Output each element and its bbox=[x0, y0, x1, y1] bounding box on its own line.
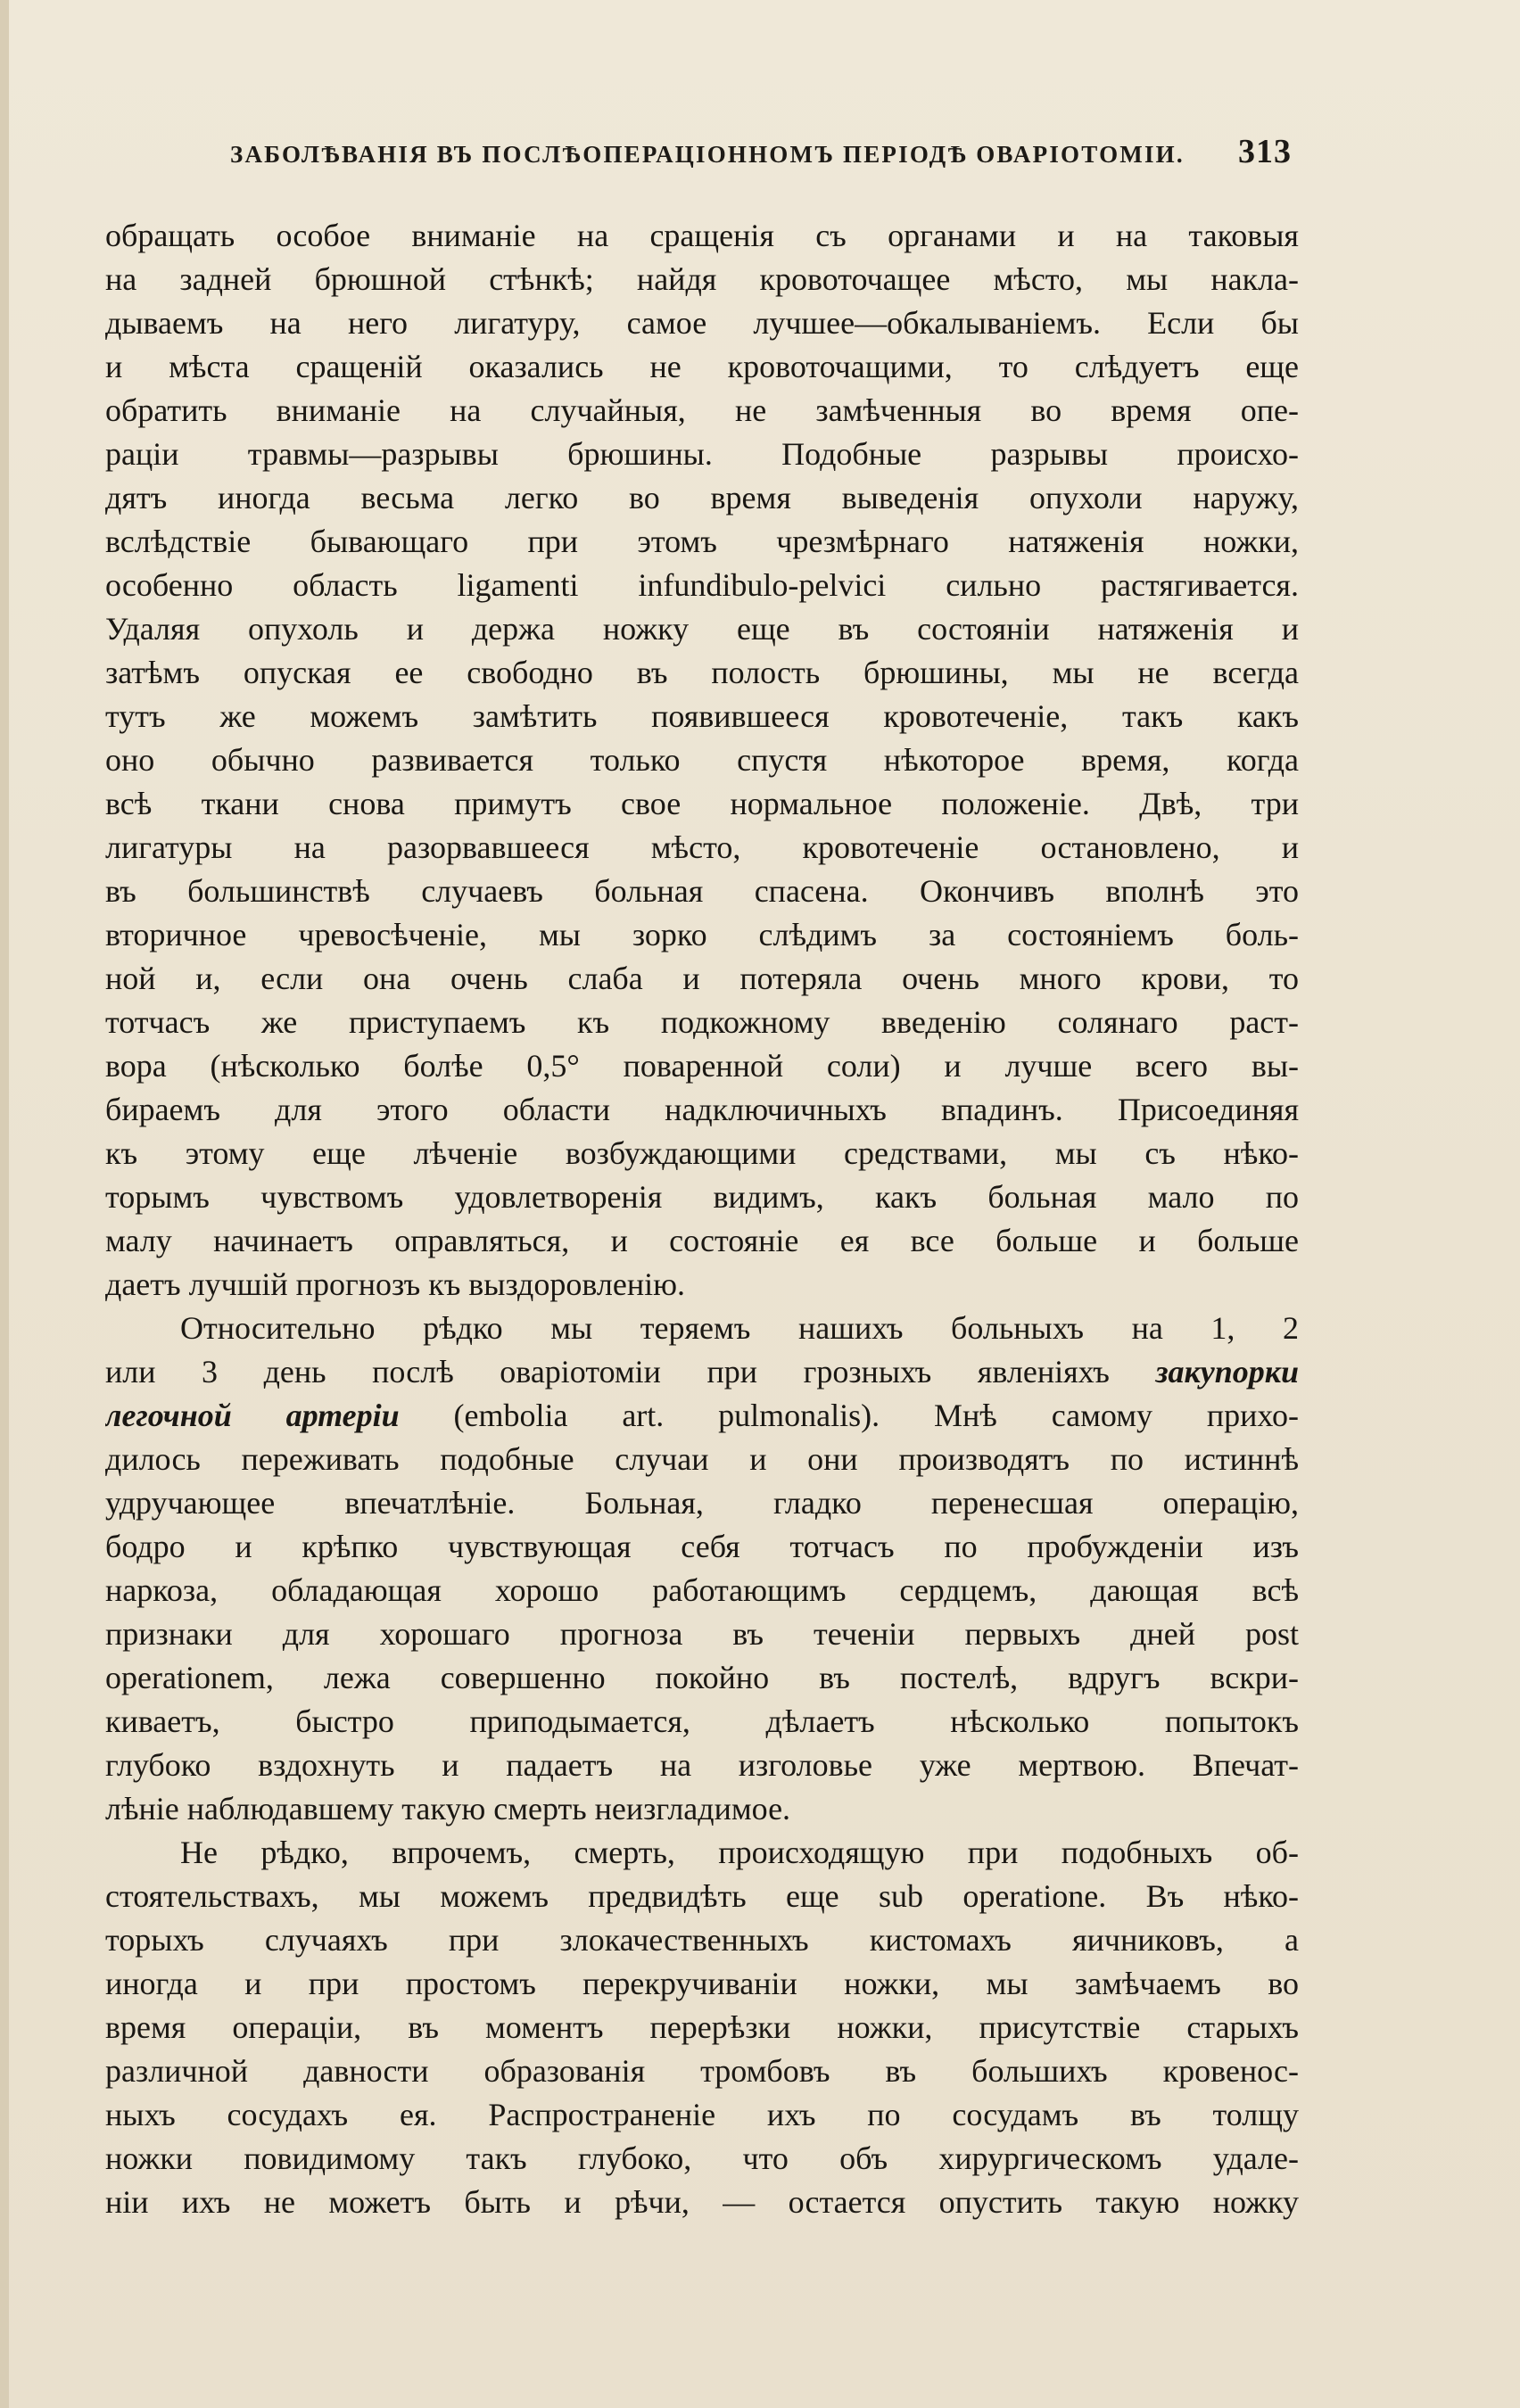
text-line: различной давности образованія тромбовъ въ большихъ кровенос- bbox=[105, 2053, 1299, 2089]
text-line: на задней брюшной стѣнкѣ; найдя кровоточащее мѣсто, мы накла- bbox=[105, 261, 1299, 297]
text-line: иногда и при простомъ перекручиваніи ножки, мы замѣчаемъ во bbox=[105, 1966, 1299, 2001]
italic-term: закупорки bbox=[1155, 1354, 1299, 1390]
text-line: торымъ чувствомъ удовлетворенія видимъ, какъ больная мало по bbox=[105, 1179, 1299, 1215]
text-line: торыхъ случаяхъ при злокачественныхъ кистомахъ яичниковъ, а bbox=[105, 1922, 1299, 1958]
text-line: лѣніе наблюдавшему такую смерть неизгладимое. bbox=[105, 1791, 791, 1827]
text-line: раціи травмы—разрывы брюшины. Подобные разрывы происхо- bbox=[105, 436, 1299, 472]
text-line: всѣ ткани снова примутъ свое нормальное положеніе. Двѣ, три bbox=[105, 786, 1299, 821]
text-line: вслѣдствіе бывающаго при этомъ чрезмѣрнаго натяженія ножки, bbox=[105, 524, 1299, 559]
text-line: Удаляя опухоль и держа ножку еще въ состояніи натяженія и bbox=[105, 611, 1299, 647]
text-line bbox=[105, 1394, 1299, 1438]
text-line: въ большинствѣ случаевъ больная спасена. Окончивъ вполнѣ это bbox=[105, 873, 1299, 909]
text-line: Относительно рѣдко мы теряемъ нашихъ больныхъ на 1, 2 bbox=[180, 1310, 1299, 1346]
text-line: удручающее впечатлѣніе. Больная, гладко перенесшая операцію, bbox=[105, 1485, 1299, 1521]
text-line: затѣмъ опуская ее свободно въ полость брюшины, мы не всегда bbox=[105, 655, 1299, 690]
text-line: дилось переживать подобные случаи и они производятъ по истиннѣ bbox=[105, 1441, 1299, 1477]
text-line: оно обычно развивается только спустя нѣкоторое время, когда bbox=[105, 742, 1299, 778]
text-line: время операціи, въ моментъ перерѣзки ножки, присутствіе старыхъ bbox=[105, 2009, 1299, 2045]
running-head: ЗАБОЛѢВАНІЯ ВЪ ПОСЛѢОПЕРАЦІОННОМЪ ПЕРІОДѢ ОВАРІОТОМІИ. bbox=[230, 141, 1185, 168]
text-line: бодро и крѣпко чувствующая себя тотчасъ по пробужденіи изъ bbox=[105, 1529, 1299, 1564]
text-line: малу начинаетъ оправляться, и состояніе ея все больше и больше bbox=[105, 1223, 1299, 1258]
page-number: 313 bbox=[1238, 133, 1292, 170]
text-line: къ этому еще лѣченіе возбуждающими средствами, мы съ нѣко- bbox=[105, 1135, 1299, 1171]
text-line: вторичное чревосѣченіе, мы зорко слѣдимъ за состояніемъ боль- bbox=[105, 917, 1299, 952]
page-body bbox=[105, 214, 1299, 2224]
text-line: дываемъ на него лигатуру, самое лучшее—обкалываніемъ. Если бы bbox=[105, 305, 1299, 341]
text-line: стоятельствахъ, мы можемъ предвидѣть еще sub operatione. Въ нѣко- bbox=[105, 1878, 1299, 1914]
text-line: киваетъ, быстро приподымается, дѣлаетъ нѣсколько попытокъ bbox=[105, 1703, 1299, 1739]
page-edge bbox=[0, 0, 9, 2408]
text-line: обратить вниманіе на случайныя, не замѣченныя во время опе- bbox=[105, 392, 1299, 428]
text-line: глубоко вздохнуть и падаетъ на изголовье уже мертвою. Впечат- bbox=[105, 1747, 1299, 1783]
paragraph-2 bbox=[105, 1307, 1299, 1831]
paragraph-1 bbox=[105, 214, 1299, 1307]
text-line: ножки повидимому такъ глубоко, что объ хирургическомъ удале- bbox=[105, 2140, 1299, 2176]
text-line: ныхъ сосудахъ ея. Распространеніе ихъ по сосудамъ въ толщу bbox=[105, 2097, 1299, 2132]
text-segment: (embolia art. pulmonalis). Мнѣ самому прихо- bbox=[399, 1398, 1299, 1433]
paragraph-3 bbox=[105, 1831, 1299, 2224]
text-line: бираемъ для этого области надключичныхъ впадинъ. Присоединяя bbox=[105, 1092, 1299, 1127]
text-segment: или 3 день послѣ оваріотоміи при грозныхъ явленіяхъ bbox=[105, 1354, 1110, 1390]
page-header bbox=[230, 132, 1292, 177]
text-line bbox=[105, 1350, 1299, 1394]
text-line: и мѣста сращеній оказались не кровоточащими, то слѣдуетъ еще bbox=[105, 349, 1299, 384]
text-line: тотчасъ же приступаемъ къ подкожному введенію солянаго раст- bbox=[105, 1004, 1299, 1040]
text-line: дятъ иногда весьма легко во время выведенія опухоли наружу, bbox=[105, 480, 1299, 515]
text-line: даетъ лучшій прогнозъ къ выздоровленію. bbox=[105, 1266, 686, 1302]
text-line: наркоза, обладающая хорошо работающимъ сердцемъ, дающая всѣ bbox=[105, 1572, 1299, 1608]
text-line: ніи ихъ не можетъ быть и рѣчи, — остается опустить такую ножку bbox=[105, 2184, 1299, 2220]
text-line: вора (нѣсколько болѣе 0,5° поваренной соли) и лучше всего вы- bbox=[105, 1048, 1299, 1084]
text-line: лигатуры на разорвавшееся мѣсто, кровотеченіе остановлено, и bbox=[105, 829, 1299, 865]
text-line: ной и, если она очень слаба и потеряла очень много крови, то bbox=[105, 961, 1299, 996]
text-line: тутъ же можемъ замѣтить появившееся кровотеченіе, такъ какъ bbox=[105, 698, 1299, 734]
text-line: operationem, лежа совершенно покойно въ постелѣ, вдругъ вскри- bbox=[105, 1660, 1299, 1695]
text-line: Не рѣдко, впрочемъ, смерть, происходящую при подобныхъ об- bbox=[180, 1835, 1299, 1870]
text-line: особенно область ligamenti infundibulo-pelvici сильно растягивается. bbox=[105, 567, 1299, 603]
text-line: обращать особое вниманіе на сращенія съ органами и на таковыя bbox=[105, 218, 1299, 253]
text-line: признаки для хорошаго прогноза въ теченіи первыхъ дней post bbox=[105, 1616, 1299, 1652]
italic-term: легочной артеріи bbox=[105, 1398, 400, 1433]
